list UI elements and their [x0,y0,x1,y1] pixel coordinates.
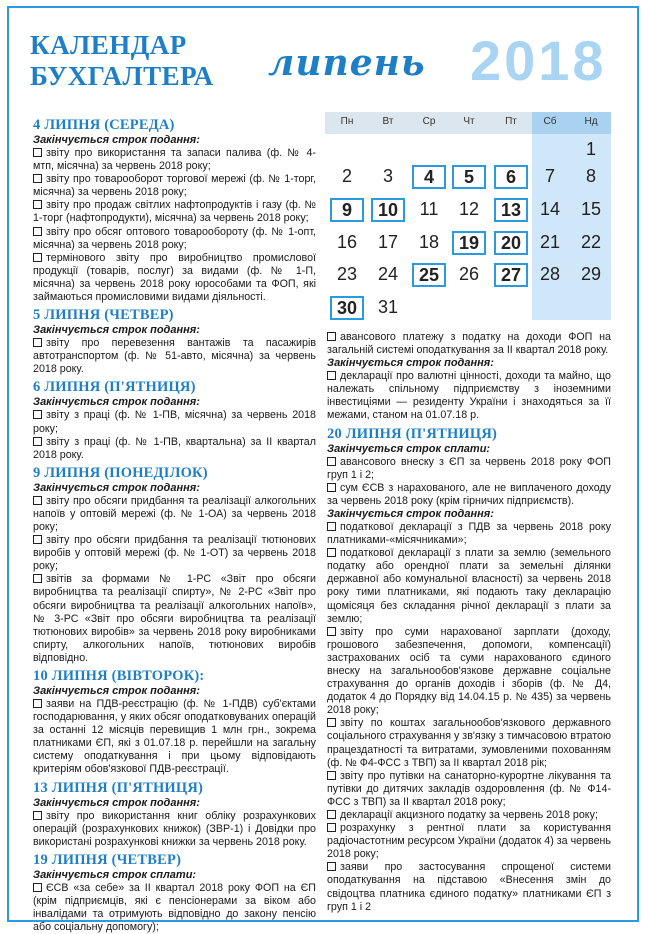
deadline-item-text: звіту про обсяги придбання та реалізації тютюнових виробів у оптовій мережі (ф. № 1-ОТ) за червень 2018 року; [33,534,316,573]
deadline-item [327,456,611,482]
checkbox-icon [327,332,336,341]
deadline-item-text: авансового платежу з податку на доходи ФОП на загальній системі оподаткування за II квартал 2018 року. [327,331,611,357]
date-heading: 13 ЛИПНЯ (П'ЯТНИЦЯ) [33,779,204,796]
calendar-day: 24 [377,264,399,284]
section-subheading: Закінчується строк подання: [33,481,200,494]
deadline-item-text: авансового внеску з ЄП за червень 2018 року ФОП груп 1 і 2; [327,455,611,481]
deadline-item-text: звіту по коштах загальнообов'язкового державного соціального страхування у зв'язку з тимчасовою втратою працездатності та витратами, зумовленими похованням (ф. № Ф4-ФСС з ТВП) за II квартал 2018 рік; [327,717,611,769]
deadline-item [33,698,316,777]
calendar-day: 1 [585,139,596,159]
deadline-item [327,770,611,809]
deadline-item-text: звіту про використання книг обліку розрахункових операцій (розрахункових книжок) (ЗВР-1) і Довідки про використані розрахункові книжки за червень 2018 року. [33,809,316,848]
calendar-day-deadline: 13 [494,198,528,222]
deadline-item [33,882,316,934]
calendar-day: 28 [539,264,561,284]
checkbox-icon [33,437,42,446]
checkbox-icon [33,174,42,183]
deadline-item-text: податкової декларації з ПДВ за червень 2018 року платниками-«місячниками»; [327,520,611,547]
weekday-header: Ср [422,116,436,127]
deadline-item-text: звіту з праці (ф. № 1-ПВ, квартальна) за II квартал 2018 року. [33,435,316,461]
calendar-day: 21 [539,232,561,252]
deadline-item-text: ЄСВ «за себе» за II квартал 2018 року ФОП на ЄП (крім підприємців, які є пенсіонерами за віком або інвалідами та отримують відповідно до закону пенсію або соціальну допомогу); [33,881,316,934]
checkbox-icon [327,522,336,531]
deadline-item [327,482,611,508]
deadline-item [33,337,316,376]
section-subheading: Закінчується строк подання: [327,507,494,520]
checkbox-icon [327,483,336,492]
deadline-item-text: термінового звіту про виробництво промислової продукції (товарів, послуг) за видами (ф. № 1-П, місячна) за червень 2018 року юрособами та ФОП, які займаються промисловими видами діяльності. [33,251,316,304]
section-subheading: Закінчується строк подання: [33,685,200,697]
calendar-day-deadline: 20 [494,231,528,255]
section-subheading: Закінчується строк сплати: [33,868,197,881]
deadline-item [327,626,611,718]
deadline-item [33,199,316,225]
deadline-item-text: заяви про застосування спрощеної системи оподаткування на підставою «Внесення змін до свідоцтва платника єдиного податку» платниками ЄП з груп 1 і 2 [327,861,611,913]
checkbox-icon [33,699,42,708]
deadline-item [327,809,611,822]
checkbox-icon [33,496,42,505]
checkbox-icon [327,718,336,727]
date-heading: 9 ЛИПНЯ (ПОНЕДІЛОК) [33,464,208,481]
weekday-header: Сб [543,116,557,127]
deadline-item [33,409,316,435]
deadline-item-text: звіту про використання та запаси палива (ф. № 4-мтп, місячна) за червень 2018 року; [33,147,316,173]
deadline-item-text: звіту з праці (ф. № 1-ПВ, місячна) за червень 2018 року; [33,409,316,435]
section-subheading: Закінчується строк подання: [33,324,200,337]
section-subheading: Закінчується строк подання: [327,357,494,370]
deadline-item [327,822,611,861]
title-line-2: БУХГАЛТЕРА [30,61,214,91]
deadline-item [327,331,611,357]
checkbox-icon [33,253,42,262]
deadline-item-text: декларації акцизного податку за червень 2018 року; [340,809,598,821]
calendar-day-deadline: 25 [412,263,446,287]
calendar-day: 3 [382,166,393,186]
calendar-day: 23 [336,264,358,284]
calendar-day: 7 [544,166,555,186]
weekday-header: Пт [505,116,517,127]
calendar-day-deadline: 6 [494,165,528,189]
checkbox-icon [33,338,42,347]
checkbox-icon [327,810,336,819]
checkbox-icon [33,410,42,419]
checkbox-icon [327,457,336,466]
deadline-item [33,534,316,573]
calendar-day-deadline: 30 [330,296,364,320]
calendar-day: 31 [377,297,399,317]
deadline-item-text: звіту про обсяг оптового товарообороту (ф. № 1-опт, місячна) за червень 2018 року; [33,225,316,251]
deadline-item-text: звіту про перевезення вантажів та пасажирів автотранспортом (ф. № 51-авто, місячна) за червень 2018 року. [33,337,316,376]
weekday-header: Нд [584,116,598,127]
date-heading: 5 ЛИПНЯ (ЧЕТВЕР) [33,307,174,324]
checkbox-icon [33,227,42,236]
checkbox-icon [33,574,42,583]
month-calendar [325,112,611,320]
deadline-item [33,573,316,665]
deadlines-right-column [327,331,611,914]
month-label: липень [268,42,426,84]
deadline-item [327,521,611,547]
checkbox-icon [327,371,336,380]
checkbox-icon [327,627,336,636]
date-heading: 20 ЛИПНЯ (П'ЯТНИЦЯ) [327,425,498,442]
deadline-item [327,717,611,769]
deadline-item-text: звіту про обсяги придбання та реалізації алкогольних напоїв у оптовій мережі (ф. № 1-ОА) за червень 2018 року; [33,494,316,533]
checkbox-icon [327,548,336,557]
date-heading: 19 ЛИПНЯ (ЧЕТВЕР) [33,851,182,868]
deadline-item-text: розрахунку з рентної плати за користування радіочастотним ресурсом України (додаток 4) за червень 2018 року; [327,822,611,861]
deadline-item-text: податкової декларації з плати за землю (земельного податку або орендної плати за земельні ділянки державної або комунальної власності) за червень 2018 року тими платниками, які подають таку декларацію щомісяця без складання річної декларації з плати за землю; [327,547,611,625]
calendar-day: 18 [418,232,440,252]
checkbox-icon [33,535,42,544]
deadline-item [33,173,316,199]
deadline-item-text: звіту про путівки на санаторно-курортне лікування та путівки до дитячих закладів оздоровлення (ф. № Ф14-ФСС з ТВП) за II квартал 2018 року; [327,769,611,808]
checkbox-icon [33,200,42,209]
deadlines-left-column [33,114,316,934]
calendar-day: 26 [458,264,480,284]
deadline-item [327,547,611,626]
deadline-item-text: декларації про валютні цінності, доходи та майно, що належать спільному підприємству з іноземними інвестиціями — резиденту України і знаходяться за її межами, станом на 01.07.18 р. [327,370,611,422]
calendar-day-deadline: 27 [494,263,528,287]
weekday-header: Чт [463,116,475,127]
deadline-item-text: заяви на ПДВ-реєстрацію (ф. № 1-ПДВ) суб'єктами господарювання, у яких обсяг оподатковуваних операцій за останні 12 місяців перевищив 1 млн грн., зокрема платниками ЄП, які з 01.07.18 р. перейшли на загальну систему оподаткування і при цьому відповідають критеріям обов'язкової ПДВ-реєстрації. [33,698,316,776]
calendar-day-deadline: 9 [330,198,364,222]
calendar-day-deadline: 10 [371,198,405,222]
deadline-item-text: сум ЄСВ з нарахованого, але не виплаченого доходу за червень 2018 року (крім гірничих підприємств). [327,481,611,507]
section-subheading: Закінчується строк подання: [33,396,200,409]
calendar-day: 17 [377,232,399,252]
deadline-item-text: звіту про товарооборот торгової мережі (ф. № 1-торг, місячна) за червень 2018 року; [33,173,316,199]
checkbox-icon [327,771,336,780]
checkbox-icon [33,148,42,157]
deadline-item [33,436,316,462]
deadline-item [33,147,316,173]
deadline-item [327,861,611,913]
calendar-day: 15 [580,199,602,219]
deadline-item [33,252,316,304]
deadline-item-text: звіту про суми нарахованої зарплати (доходу, грошового забезпечення, допомоги, компенсації) застрахованих осіб та суми нарахованого єдиного внеску на загальнообов'язкове державне соціальне страхування до органів доходів і зборів (ф. № Д4, додаток 4 до Порядку від 14.04.15 р. № 435) за червень 2018 року; [327,625,611,717]
section-subheading: Закінчується строк подання: [33,134,200,146]
deadline-item [33,810,316,849]
deadline-item-text: звіту про продаж світлих нафтопродуктів і газу (ф. № 1-торг (нафтопродукти), місячна) за червень 2018 року; [33,199,316,225]
checkbox-icon [327,862,336,871]
deadline-item [33,495,316,534]
weekday-header: Пн [340,116,354,127]
date-heading: 10 ЛИПНЯ (ВІВТОРОК): [33,668,205,684]
checkbox-icon [327,823,336,832]
section-subheading: Закінчується строк подання: [33,796,200,809]
calendar-day: 11 [419,199,439,219]
section-subheading: Закінчується строк сплати: [327,442,491,455]
calendar-day: 16 [336,232,358,252]
year-label: 2018 [470,29,607,92]
calendar-day-deadline: 5 [452,165,486,189]
title-line-1: КАЛЕНДАР [30,30,187,60]
calendar-day: 29 [580,264,602,284]
calendar-day-deadline: 4 [412,165,446,189]
calendar-day: 22 [580,232,602,252]
calendar-day: 2 [341,166,352,186]
calendar-day: 14 [539,199,561,219]
date-heading: 6 ЛИПНЯ (П'ЯТНИЦЯ) [33,379,196,396]
calendar-day: 8 [585,166,596,186]
date-heading: 4 ЛИПНЯ (СЕРЕДА) [33,117,175,133]
calendar-day: 12 [458,199,480,219]
checkbox-icon [33,883,42,892]
page-title [30,30,214,92]
weekday-header: Вт [382,116,394,127]
deadline-item-text: звітів за формами № 1-РС «Звіт про обсяги виробництва та реалізації спирту», № 2-РС «Звіт про обсяги виробництва та реалізації алкогольних напоїв», № 3-РС «Звіт про обсяги виробництва та реалізації тютюнових виробів» за червень 2018 року виробниками спирту, алкогольних напоїв, тютюнових виробів відповідно. [33,573,316,664]
calendar-day-deadline: 19 [452,231,486,255]
checkbox-icon [33,811,42,820]
deadline-item [327,370,611,422]
deadline-item [33,226,316,252]
